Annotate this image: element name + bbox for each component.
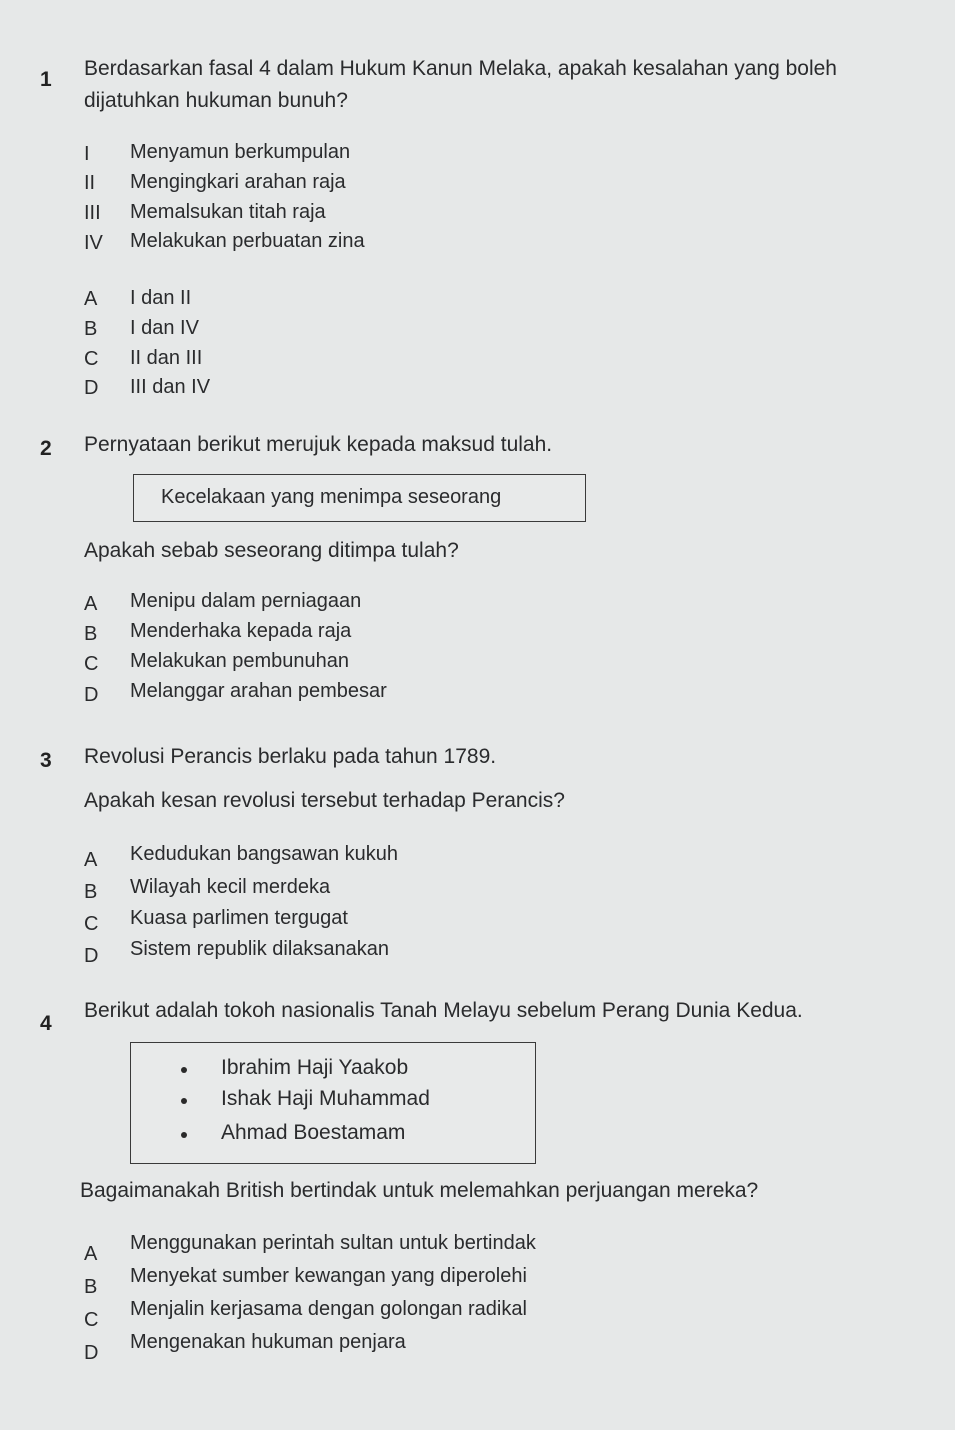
question-number: 1: [40, 68, 52, 91]
definition-box: [133, 474, 586, 522]
question-number: 2: [40, 437, 52, 460]
question-prompt: Apakah kesan revolusi tersebut terhadap Perancis?: [84, 789, 565, 812]
figure-name: Ibrahim Haji Yaakob: [221, 1056, 409, 1079]
option-letter: B: [84, 623, 98, 645]
bullet-icon: [181, 1067, 187, 1073]
statement-roman: III: [84, 202, 101, 224]
option-letter: A: [84, 288, 98, 310]
option-text: Sistem republik dilaksanakan: [130, 938, 390, 960]
option-text: Menjalin kerjasama dengan golongan radikal: [130, 1298, 527, 1320]
question-prompt: Apakah sebab seseorang ditimpa tulah?: [84, 539, 459, 562]
bullet-icon: [181, 1098, 187, 1104]
option-text: III dan IV: [130, 376, 211, 398]
option-letter: C: [84, 653, 99, 675]
statement-text: Melakukan perbuatan zina: [130, 230, 365, 252]
statement-text: Memalsukan titah raja: [130, 201, 326, 223]
option-letter: C: [84, 913, 99, 935]
question-stem-line1: Berdasarkan fasal 4 dalam Hukum Kanun Melaka, apakah kesalahan yang boleh: [84, 57, 837, 80]
option-text: Kedudukan bangsawan kukuh: [130, 843, 398, 865]
question-prompt: Bagaimanakah British bertindak untuk melemahkan perjuangan mereka?: [80, 1179, 759, 1202]
question-stem: Pernyataan berikut merujuk kepada maksud tulah.: [84, 433, 553, 456]
question-number: 3: [40, 749, 52, 772]
option-letter: D: [84, 1342, 99, 1364]
option-letter: B: [84, 881, 98, 903]
option-letter: A: [84, 593, 98, 615]
question-stem-line2: dijatuhkan hukuman bunuh?: [84, 89, 348, 112]
option-text: Melanggar arahan pembesar: [130, 680, 387, 702]
bullet-icon: [181, 1132, 187, 1138]
option-letter: D: [84, 684, 99, 706]
figures-box: [130, 1042, 536, 1164]
statement-roman: IV: [84, 232, 103, 254]
option-text: Mengenakan hukuman penjara: [130, 1331, 406, 1353]
option-text: Menyekat sumber kewangan yang diperolehi: [130, 1265, 527, 1287]
option-text: Menderhaka kepada raja: [130, 620, 352, 642]
statement-roman: I: [84, 143, 90, 165]
option-letter: C: [84, 348, 99, 370]
definition-text: Kecelakaan yang menimpa seseorang: [161, 486, 502, 508]
question-number: 4: [40, 1012, 52, 1035]
option-letter: A: [84, 849, 98, 871]
question-stem: Berikut adalah tokoh nasionalis Tanah Melayu sebelum Perang Dunia Kedua.: [84, 999, 803, 1022]
option-letter: C: [84, 1309, 99, 1331]
option-text: Melakukan pembunuhan: [130, 650, 350, 672]
option-text: I dan II: [130, 287, 192, 309]
option-text: Kuasa parlimen tergugat: [130, 907, 348, 929]
option-letter: A: [84, 1243, 98, 1265]
figure-name: Ahmad Boestamam: [221, 1121, 406, 1144]
question-stem: Revolusi Perancis berlaku pada tahun 1789.: [84, 745, 497, 768]
option-letter: D: [84, 945, 99, 967]
figure-name: Ishak Haji Muhammad: [221, 1087, 430, 1110]
statement-roman: II: [84, 172, 96, 194]
option-text: Wilayah kecil merdeka: [130, 876, 331, 898]
option-letter: B: [84, 318, 98, 340]
option-text: I dan IV: [130, 317, 199, 339]
option-letter: B: [84, 1276, 98, 1298]
option-text: Menipu dalam perniagaan: [130, 590, 362, 612]
option-text: II dan III: [130, 347, 203, 369]
statement-text: Menyamun berkumpulan: [130, 141, 351, 163]
option-letter: D: [84, 377, 99, 399]
option-text: Menggunakan perintah sultan untuk bertindak: [130, 1232, 536, 1254]
statement-text: Mengingkari arahan raja: [130, 171, 346, 193]
